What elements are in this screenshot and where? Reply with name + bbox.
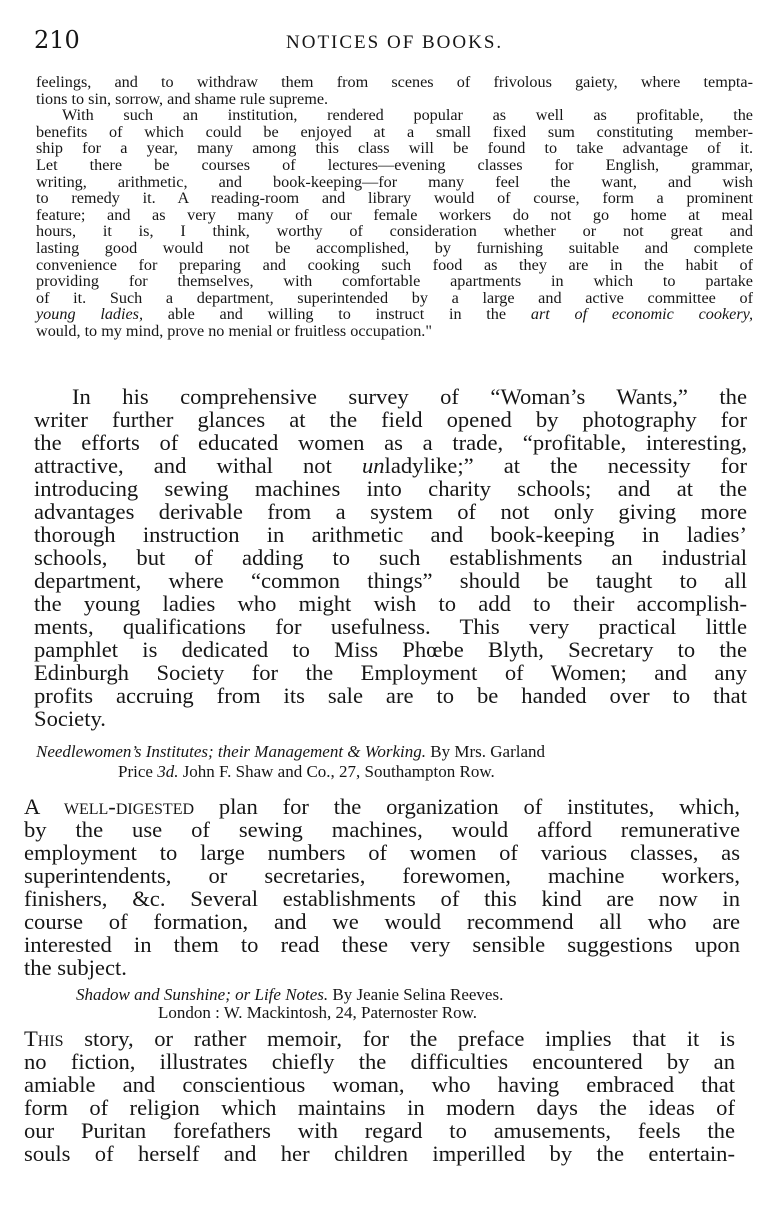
paragraph-line: ments, qualifications for usefulness. This very practical little [34,614,747,639]
paragraph-line: souls of herself and her children imperilled by the entertain- [24,1141,735,1166]
paragraph-line: pamphlet is dedicated to Miss Phœbe Blyth, Secretary to the [34,637,747,662]
quote-line: would, to my mind, prove no menial or fruitless occupation." [36,321,432,340]
paragraph-line [24,1027,735,1050]
paragraph-line: Edinburgh Society for the Employment of Women; and any [34,660,747,685]
quote-line: to remedy it. A reading-room and library would of course, form a prominent [36,189,753,208]
paragraph-line: profits accruing from its sale are to be handed over to that [34,683,747,708]
quote-line: feelings, and to withdraw them from scenes of frivolous gaiety, where tempta- [36,73,753,91]
paragraph-shadow-sunshine-review [24,1027,735,1165]
quote-line: convenience for preparing and cooking such food as they are in the habit of [36,255,753,274]
book-publisher: London : W. Mackintosh, 24, Paternoster Row. [158,1003,478,1022]
quote-line: providing for themselves, with comfortable apartments in which to partake [36,272,753,291]
paragraph-line: department, where “common things” should be taught to all [34,568,747,593]
review-publisher-shadow-sunshine [158,1003,477,1023]
quote-line: of it. Such a department, superintended by a large and active committee of [36,288,753,307]
paragraph-line: thorough instruction in arithmetic and book-keeping in ladies’ [34,522,747,547]
price-label: Price [118,762,158,781]
emphasis: un [361,453,385,478]
quote-text: able and willing to instruct in the [143,305,531,324]
small-caps-opening: A well-digested [24,794,195,819]
page-number: 210 [34,26,80,54]
paragraph-line: our Puritan forefathers with regard to amusements, feels the [24,1118,735,1143]
paragraph-line: the subject. [24,955,127,980]
paragraph-needlewomen-review [24,795,740,979]
paragraph-line: interested in them to read these very sensible suggestions upon [24,932,740,957]
book-publisher: John F. Shaw and Co., 27, Southampton Row. [178,762,495,781]
paragraph-line: introducing sewing machines into charity schools; and at the [34,476,747,501]
paragraph-text: ladylike;” at the necessity for [384,453,747,478]
paragraph-line: the young ladies who might wish to add to their accomplish- [34,591,747,616]
review-publisher-needlewomen [118,762,495,782]
quote-line: lasting good would not be accomplished, by furnishing suitable and complete [36,238,753,257]
emphasis: art of economic cookery, [530,305,754,324]
review-heading-needlewomen [36,742,545,762]
running-title: NOTICES OF BOOKS. [286,32,504,53]
paragraph-line: Society. [34,706,106,731]
quote-line [36,306,753,323]
paragraph-line: writer further glances at the field opened by photography for [34,407,747,432]
paragraph-line: employment to large numbers of women of various classes, as [24,840,740,865]
quote-line: With such an institution, rendered popular as well as profitable, the [62,106,753,125]
quote-line: feature; and as very many of our female workers do not go home at meal [36,205,753,224]
quote-line: Let there be courses of lectures—evening classes for English, grammar, [36,155,753,174]
paragraph-text: plan for the organization of institutes, which, [194,794,740,819]
paragraph-line: course of formation, and we would recommend all who are [24,909,740,934]
paragraph-line: advantages derivable from a system of not only giving more [34,499,747,524]
quote-line: benefits of which could be enjoyed at a small fixed sum constituting member- [36,122,753,141]
paragraph-line: no fiction, illustrates chiefly the difficulties encountered by an [24,1049,735,1074]
paragraph-line: finishers, &c. Several establishments of this kind are now in [24,886,740,911]
book-title: Shadow and Sunshine; or Life Notes. [76,985,329,1004]
quote-line: ship for a year, many among this class will be found to take advantage of it. [36,139,753,158]
paragraph-line: schools, but of adding to such establishments an industrial [34,545,747,570]
paragraph-line [24,795,740,818]
quote-line: writing, arithmetic, and book-keeping—for many feel the want, and wish [36,172,753,191]
paragraph-line: the efforts of educated women as a trade, “profitable, interesting, [34,430,747,455]
paragraph-line: In his comprehensive survey of “Woman’s Wants,” the [72,384,747,409]
quote-line: tions to sin, sorrow, and shame rule supreme. [36,89,329,108]
paragraph-text: attractive, and withal not [34,453,362,478]
quoted-passage [36,74,753,340]
paragraph-text: story, or rather memoir, for the preface implies that it is [63,1026,735,1051]
paragraph-line: superintendents, or secretaries, forewomen, machine workers, [24,863,740,888]
paragraph-line: by the use of sewing machines, would afford remunerative [24,817,740,842]
book-price: 3d. [157,762,179,781]
paragraph-line [34,454,747,477]
book-author: By Jeanie Selina Reeves. [328,985,504,1004]
emphasis: young ladies, [36,305,144,324]
quote-line: hours, it is, I think, worthy of consideration whether or not great and [36,222,753,241]
paragraph-line: amiable and conscientious woman, who having embraced that [24,1072,735,1097]
book-author: By Mrs. Garland [426,742,545,761]
paragraph-womans-wants [34,385,747,730]
review-heading-shadow-sunshine [76,985,503,1005]
small-caps-opening: This [24,1026,64,1051]
paragraph-line: form of religion which maintains in modern days the ideas of [24,1095,735,1120]
book-title: Needlewomen’s Institutes; their Management & Working. [36,742,427,761]
